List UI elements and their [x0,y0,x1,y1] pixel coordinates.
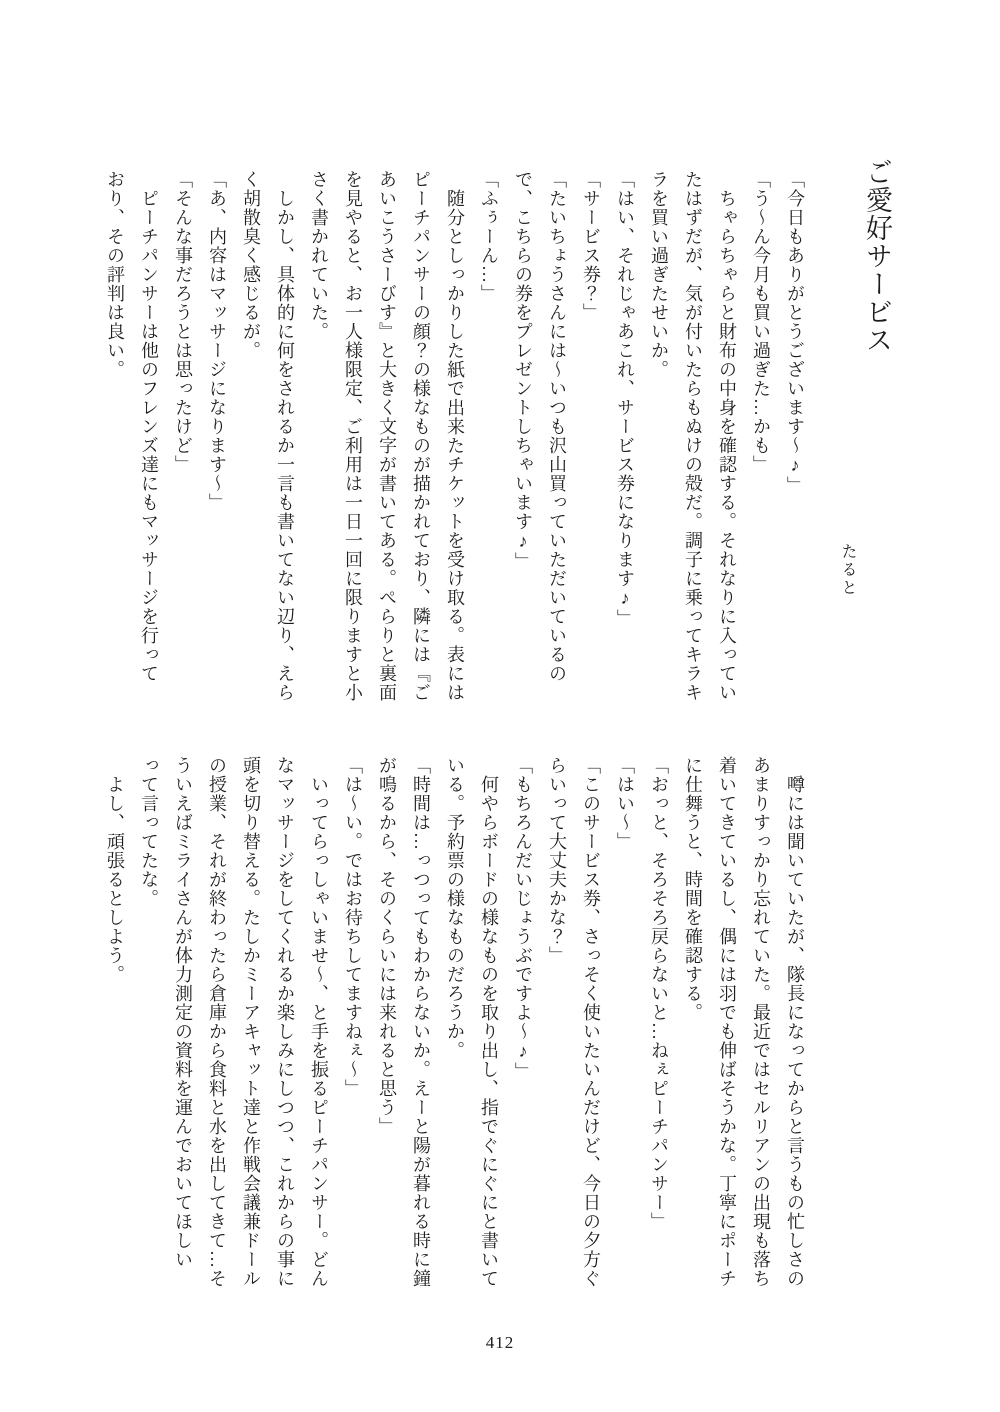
text-line: 「そんな事だろうとは思ったけど」 [173,170,193,474]
text-line: しかし、具体的に何をされるか一言も書いてない辺り、えら [275,189,295,702]
text-line: 「は～い。ではお待ちしてますねぇ～」 [343,756,363,1098]
text-line: よし、頑張るとしよう。 [105,775,125,984]
text-line: に仕舞うと、時間を確認する。 [683,756,703,1022]
text-line: あいこうさーびす』と大きく文字が書いてある。ぺらりと裏面 [377,170,397,702]
text-line: 「もちろんだいじょうぶですよ～♪」 [513,756,533,1081]
text-line: いってらっしゃいませ～、と手を振るピーチパンサー。どん [309,775,329,1288]
text-block-bottom [98,756,812,1308]
text-line: 着いてきているし、偶には羽でも伸ばそうかな。丁寧にポーチ [717,756,737,1288]
text-line: が鳴るから、そのくらいには来れると思う」 [377,756,397,1136]
text-line: の授業、それが終わったら倉庫から食料と水を出してきて…そ [207,756,227,1288]
author-name: たると [839,543,856,597]
text-line: 頭を切り替える。たしかミーアキャット達と作戦会議兼ドール [241,756,261,1288]
text-line: で、こちらの券をプレゼントしちゃいます♪」 [513,170,533,571]
text-line: 「ふぅーん…」 [479,170,499,303]
text-line: 噂には聞いていたが、隊長になってからと言うもの忙しさの [785,775,805,1288]
text-block-top [98,170,812,706]
text-line: 「このサービス券、さっそく使いたいんだけど、今日の夕方ぐ [581,756,601,1288]
text-line: なマッサージをしてくれるか楽しみにしつつ、これからの事に [275,756,295,1288]
text-line: 「う～ん今月も買い過ぎた…かも」 [751,170,771,474]
page-title: ご愛好サービス [862,158,892,354]
text-line: 「はい～」 [615,756,635,851]
text-line: いる。予約票の様なものだろうか。 [445,756,465,1060]
text-line: ラを買い過ぎたせいか。 [649,170,669,379]
text-line: 「はい、それじゃあこれ、サービス券になります♪」 [615,170,635,628]
text-line: 随分としっかりした紙で出来たチケットを受け取る。表には [445,189,465,702]
text-line: 「あ、内容はマッサージになります～」 [207,170,227,512]
text-line: 何やらボードの様なものを取り出し、指でぐにぐにと書いて [479,775,499,1288]
text-line: を見やると、お一人様限定、ご利用は一日一回に限りますと小 [343,170,363,702]
text-line: って言ってたな。 [139,756,159,908]
text-line: 「今日もありがとうございます～♪」 [785,170,805,495]
text-line: たはずだが、気が付いたらもぬけの殻だ。調子に乗ってキラキ [683,170,703,702]
text-line: 「時間は…っつってもわからないか。えーと陽が暮れる時に鐘 [411,756,431,1288]
text-line: おり、その評判は良い。 [105,170,125,379]
text-line: らいって大丈夫かな？」 [547,756,567,965]
text-line: 「おっと、そろそろ戻らないと…ねぇピーチパンサー」 [649,756,669,1231]
text-line: 「たいちょうさんには～いつも沢山買っていただいているの [547,170,567,683]
text-line: ピーチパンサーの顔？の様なものが描かれており、隣には『ご [411,170,431,702]
page-number: 412 [485,1333,515,1352]
text-line: さく書かれていた。 [309,170,329,341]
text-line: あまりすっかり忘れていた。最近ではセルリアンの出現も落ち [751,756,771,1288]
text-line: く胡散臭く感じるが。 [241,170,261,360]
text-line: ういえばミライさんが体力測定の資料を運んでおいてほしい [173,756,193,1269]
text-line: ピーチパンサーは他のフレンズ達にもマッサージを行って [139,189,159,683]
text-line: 「サービス券？」 [581,170,601,322]
text-line: ちゃらちゃらと財布の中身を確認する。それなりに入ってい [717,189,737,702]
